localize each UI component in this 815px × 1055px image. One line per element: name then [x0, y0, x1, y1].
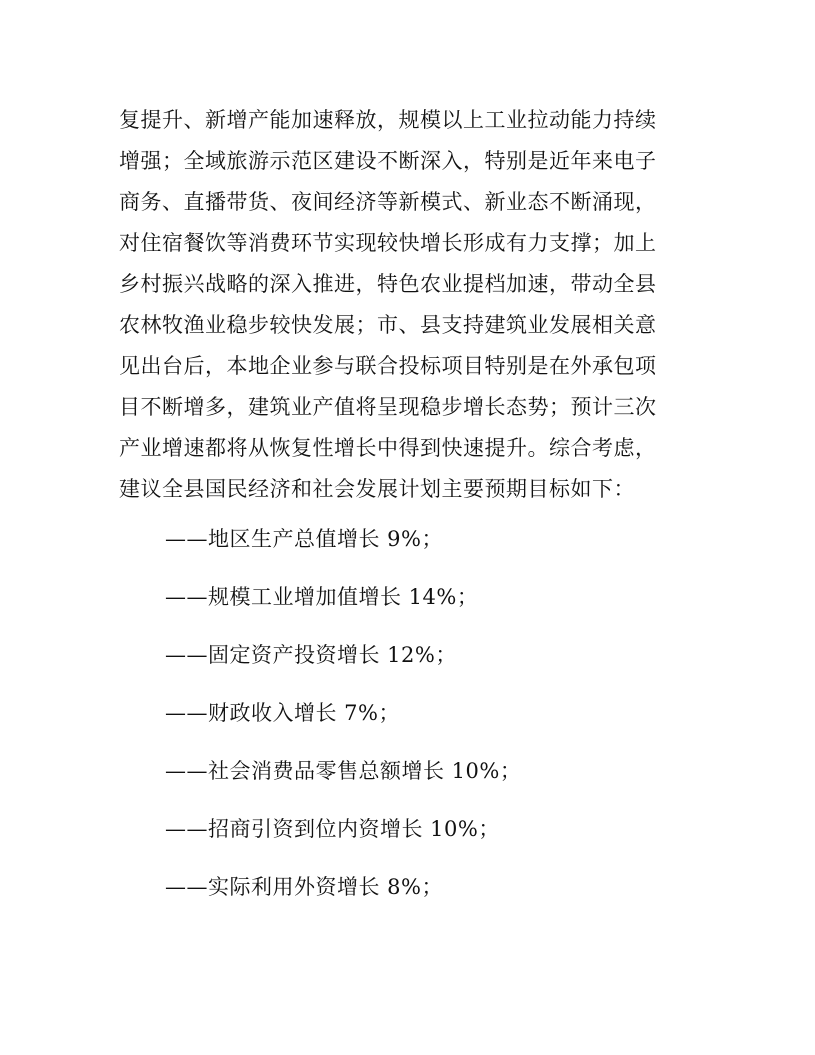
- target-list: [165, 520, 725, 926]
- paragraph-line: 复提升、新增产能加速释放，规模以上工业拉动能力持续: [119, 108, 657, 132]
- target-industrial-value-added: ——规模工业增加值增长 14%；: [165, 585, 479, 609]
- paragraph-line: 增强；全域旅游示范区建设不断深入，特别是近年来电子: [119, 149, 657, 173]
- paragraph-line: 对住宿餐饮等消费环节实现较快增长形成有力支撑；加上: [119, 231, 657, 255]
- paragraph-line: 目不断增多，建筑业产值将呈现稳步增长态势；预计三次: [119, 395, 657, 419]
- paragraph-line: 农林牧渔业稳步较快发展；市、县支持建筑业发展相关意: [119, 313, 657, 337]
- body-paragraph: [119, 100, 695, 510]
- paragraph-line: 建议全县国民经济和社会发展计划主要预期目标如下：: [119, 477, 635, 501]
- paragraph-line: 商务、直播带货、夜间经济等新模式、新业态不断涌现，: [119, 190, 657, 214]
- target-retail-sales: ——社会消费品零售总额增长 10%；: [165, 759, 522, 783]
- target-fiscal-revenue: ——财政收入增长 7%；: [165, 701, 400, 725]
- paragraph-line: 乡村振兴战略的深入推进，特色农业提档加速，带动全县: [119, 272, 657, 296]
- target-domestic-investment: ——招商引资到位内资增长 10%；: [165, 817, 500, 841]
- paragraph-line: 产业增速都将从恢复性增长中得到快速提升。综合考虑，: [119, 436, 657, 460]
- target-foreign-investment: ——实际利用外资增长 8%；: [165, 875, 443, 899]
- target-fixed-asset-investment: ——固定资产投资增长 12%；: [165, 643, 457, 667]
- paragraph-line: 见出台后，本地企业参与联合投标项目特别是在外承包项: [119, 354, 657, 378]
- target-gdp-growth: ——地区生产总值增长 9%；: [165, 527, 443, 551]
